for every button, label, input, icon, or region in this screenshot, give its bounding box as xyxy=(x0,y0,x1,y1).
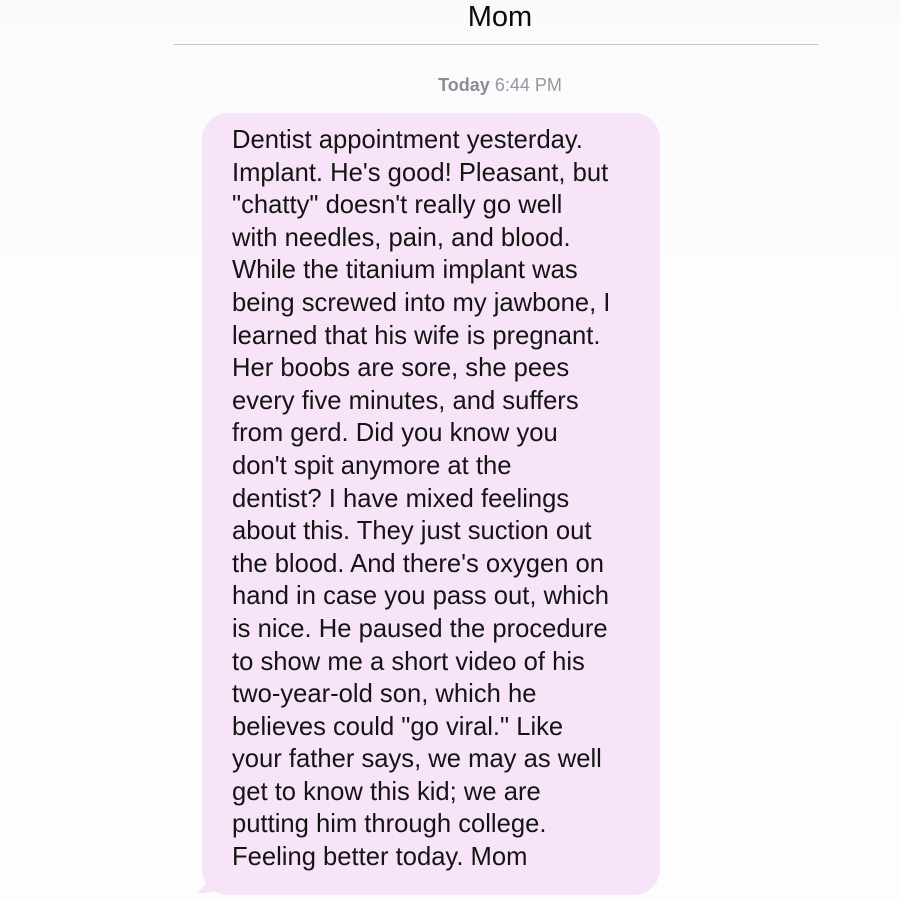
contact-name[interactable]: Mom xyxy=(467,1,533,33)
message-bubble[interactable] xyxy=(202,113,660,895)
received-message[interactable] xyxy=(196,113,666,895)
timestamp-time: 6:44 PM xyxy=(494,75,562,95)
timestamp-day: Today xyxy=(438,75,490,95)
message-timestamp xyxy=(0,74,900,96)
message-text: Dentist appointment yesterday. Implant. He's good! Pleasant, but "chatty" doesn't really go well with needles, pain, and blood. While the titanium implant was being screwed into my jawbone, I learned that his wife is pregnant. Her boobs are sore, she pees every five minutes, and suffers from gerd. Did you know you don't spit anymore at the dentist? I have mixed feelings about this. They just suction out the blood. And there's oxygen on hand in case you pass out, which is nice. He paused the procedure to show me a short video of his two-year-old son, which he believes could "go viral." Like your father says, we may as well get to know this kid; we are putting him through college. Feeling better today. Mom xyxy=(232,126,611,872)
conversation-header xyxy=(0,0,900,45)
header-divider xyxy=(174,44,818,45)
